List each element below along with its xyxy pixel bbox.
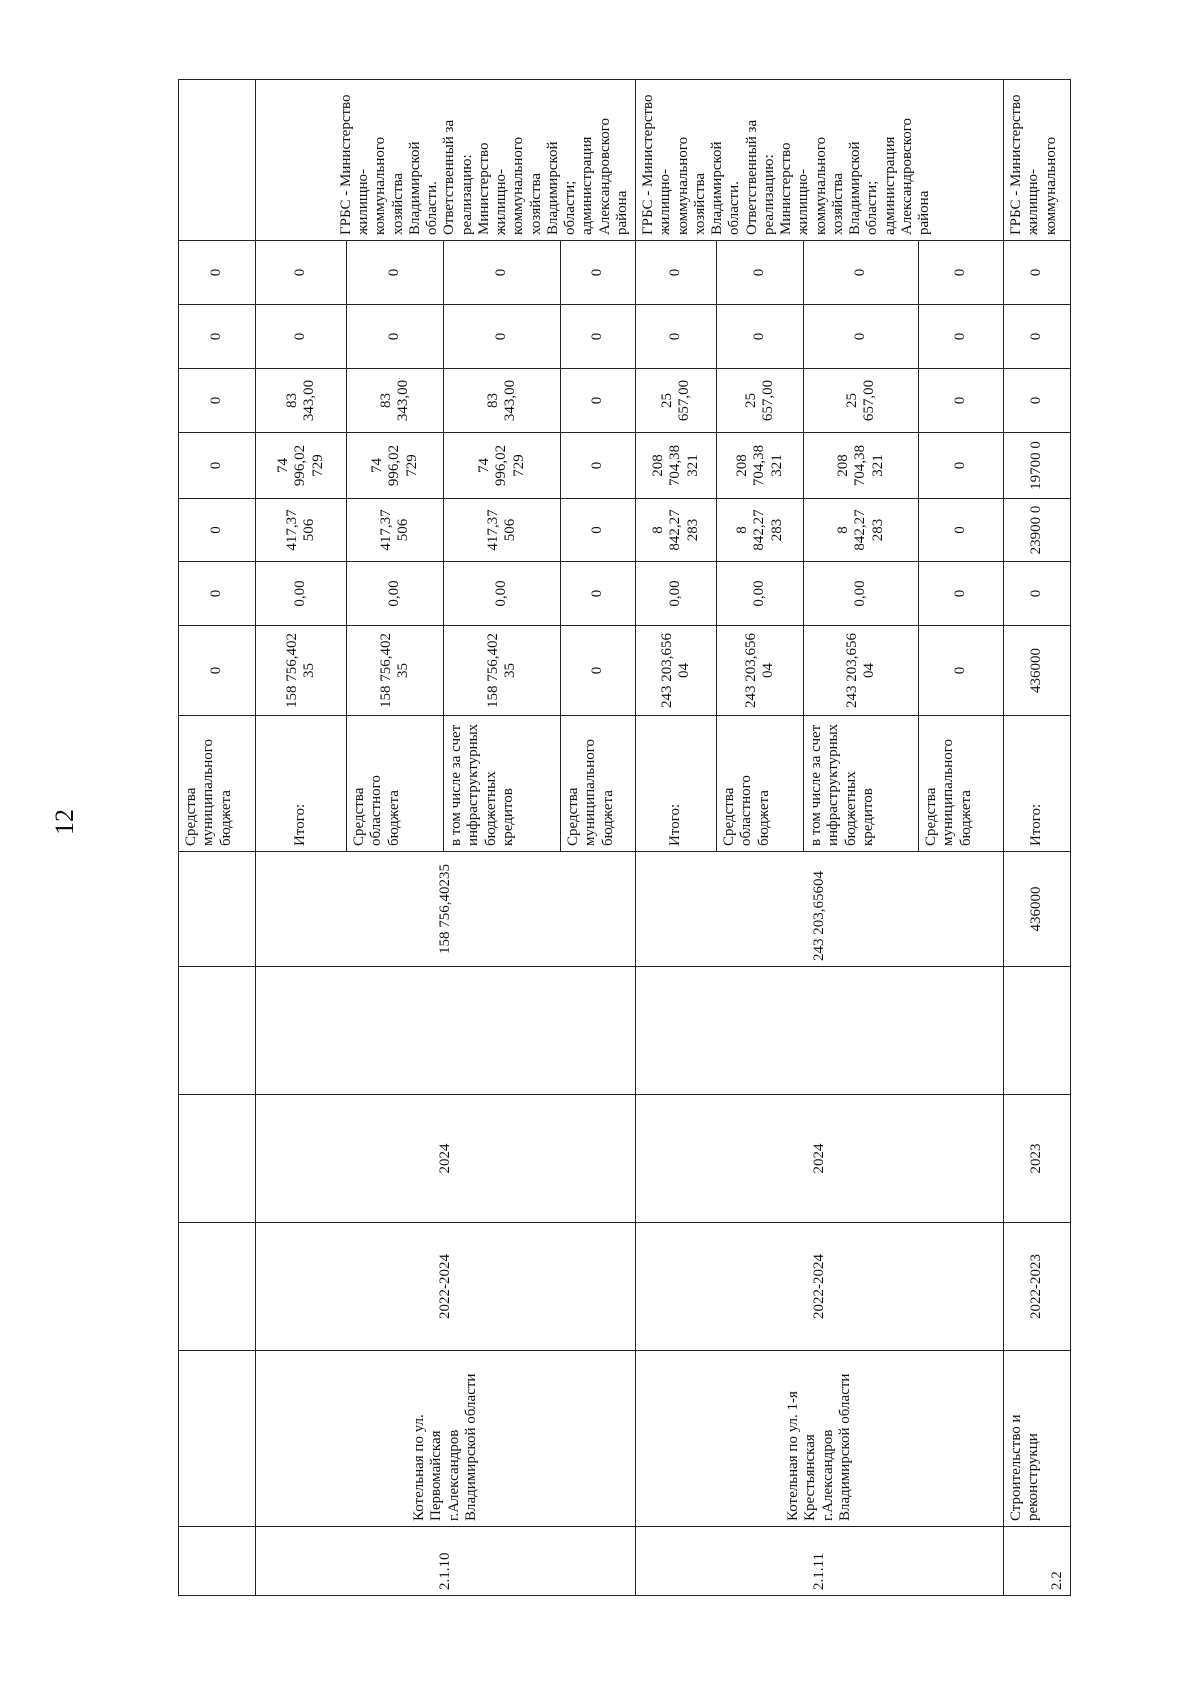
value-cell: 25 657,00: [804, 369, 919, 433]
value-cell: 0: [561, 562, 636, 626]
value-cell: 0: [919, 369, 1004, 433]
page-number: 12: [50, 809, 79, 835]
source-label: Средства областного бюджета: [717, 716, 804, 852]
item-period: 2022-2023: [1004, 1223, 1071, 1351]
value-cell: 0: [919, 305, 1004, 369]
value-cell: 0: [444, 241, 561, 305]
value-cell: 0,00: [444, 562, 561, 626]
value-cell: 0: [179, 626, 256, 716]
value-cell: 0: [561, 626, 636, 716]
source-label: Итого:: [256, 716, 347, 852]
value-cell: 0,00: [804, 562, 919, 626]
item-name: Котельная по ул. 1-я Крестьянская г.Александров Владимирской области: [636, 1351, 1004, 1527]
value-cell: 208 704,38 321: [804, 433, 919, 499]
value-cell: 0: [919, 241, 1004, 305]
value-cell: 0: [561, 499, 636, 562]
value-cell: 0,00: [347, 562, 444, 626]
name-cell: [179, 1351, 256, 1527]
value-cell: 0: [1004, 369, 1071, 433]
value-cell: 0: [179, 241, 256, 305]
value-cell: 0: [1004, 562, 1071, 626]
value-cell: 158 756,402 35: [444, 626, 561, 716]
value-cell: 243 203,656 04: [717, 626, 804, 716]
value-cell: 0: [717, 241, 804, 305]
value-cell: 417,37 506: [444, 499, 561, 562]
item-year: 2024: [256, 1095, 636, 1223]
value-cell: 23900 0: [1004, 499, 1071, 562]
value-cell: 8 842,27 283: [717, 499, 804, 562]
value-cell: 0: [804, 241, 919, 305]
value-cell: 243 203,656 04: [804, 626, 919, 716]
value-cell: 0: [804, 305, 919, 369]
source-label: Итого:: [1004, 716, 1071, 852]
item-total: 243 203,65604: [636, 852, 1004, 967]
value-cell: 243 203,656 04: [636, 626, 717, 716]
value-cell: 0: [444, 305, 561, 369]
grbs-responsible: ГРБС - Министерство жилищно-коммунального хозяйства Владимирской области. Ответственный за реализацию: Министерство жилищно-коммунального хозяйства Владимирской области; администрация Александровского района: [636, 80, 1004, 241]
value-cell: 25 657,00: [717, 369, 804, 433]
year-cell: [179, 1095, 256, 1223]
value-cell: 8 842,27 283: [636, 499, 717, 562]
budget-table: [178, 79, 1071, 1596]
value-cell: 0: [347, 241, 444, 305]
item-code: 2.2: [1004, 1527, 1071, 1596]
source-label: Средства муниципального бюджета: [561, 716, 636, 852]
total-cell: [179, 852, 256, 967]
value-cell: 74 996,02 729: [256, 433, 347, 499]
value-cell: 0: [1004, 305, 1071, 369]
item-period: 2022-2024: [256, 1223, 636, 1351]
value-cell: 0: [919, 433, 1004, 499]
value-cell: 0: [636, 305, 717, 369]
value-cell: 436000: [1004, 626, 1071, 716]
grbs-responsible: ГРБС - Министерство жилищно-коммунального хозяйства Владимирской области. Ответственный за реализацию: Министерство жилищно-коммунального хозяйства Владимирской области; администрация Александровского района: [256, 80, 636, 241]
value-cell: 74 996,02 729: [444, 433, 561, 499]
value-cell: 208 704,38 321: [636, 433, 717, 499]
item-year: 2024: [636, 1095, 1004, 1223]
value-cell: 0: [256, 241, 347, 305]
code-cell: [179, 1527, 256, 1596]
source-label: Итого:: [636, 716, 717, 852]
value-cell: 417,37 506: [256, 499, 347, 562]
value-cell: 0: [561, 241, 636, 305]
rotated-page-content: [178, 86, 1098, 1596]
value-cell: 0: [1004, 241, 1071, 305]
value-cell: 0: [561, 305, 636, 369]
value-cell: 0: [179, 369, 256, 433]
item-empty-cell: [256, 967, 636, 1095]
value-cell: 0: [179, 562, 256, 626]
item-total: 436000: [1004, 852, 1071, 967]
item-total: 158 756,40235: [256, 852, 636, 967]
value-cell: 0: [717, 305, 804, 369]
item-name: Строительство и реконструкци: [1004, 1351, 1071, 1527]
value-cell: 0: [561, 369, 636, 433]
value-cell: 0: [256, 305, 347, 369]
value-cell: 0,00: [256, 562, 347, 626]
value-cell: 25 657,00: [636, 369, 717, 433]
source-label: Средства муниципального бюджета: [919, 716, 1004, 852]
value-cell: 0: [919, 626, 1004, 716]
value-cell: 158 756,402 35: [256, 626, 347, 716]
grbs-responsible: ГРБС - Министерство жилищно-коммунального: [1004, 80, 1071, 241]
value-cell: 0: [179, 433, 256, 499]
value-cell: 83 343,00: [256, 369, 347, 433]
value-cell: 158 756,402 35: [347, 626, 444, 716]
value-cell: 0: [179, 305, 256, 369]
item-period: 2022-2024: [636, 1223, 1004, 1351]
source-label: Средства областного бюджета: [347, 716, 444, 852]
value-cell: 0: [636, 241, 717, 305]
source-label: в том числе за счет инфраструктурных бюджетных кредитов: [804, 716, 919, 852]
value-cell: 74 996,02 729: [347, 433, 444, 499]
item-year: 2023: [1004, 1095, 1071, 1223]
item-code: 2.1.11: [636, 1527, 1004, 1596]
value-cell: 8 842,27 283: [804, 499, 919, 562]
value-cell: 0: [919, 499, 1004, 562]
period-cell: [179, 1223, 256, 1351]
table-row: [179, 80, 256, 1596]
source-label: в том числе за счет инфраструктурных бюджетных кредитов: [444, 716, 561, 852]
empty-cell: [179, 967, 256, 1095]
value-cell: 417,37 506: [347, 499, 444, 562]
grbs-cell: [179, 80, 256, 241]
value-cell: 19700 0: [1004, 433, 1071, 499]
value-cell: 83 343,00: [347, 369, 444, 433]
table-row: [1004, 80, 1071, 1596]
value-cell: 83 343,00: [444, 369, 561, 433]
value-cell: 0: [919, 562, 1004, 626]
value-cell: 0,00: [717, 562, 804, 626]
table-row: [636, 80, 717, 1596]
item-name: Котельная по ул. Первомайская г.Александров Владимирской области: [256, 1351, 636, 1527]
source-label: Средства муниципального бюджета: [179, 716, 256, 852]
value-cell: 0: [347, 305, 444, 369]
item-code: 2.1.10: [256, 1527, 636, 1596]
item-empty-cell: [636, 967, 1004, 1095]
item-empty-cell: [1004, 967, 1071, 1095]
value-cell: 0,00: [636, 562, 717, 626]
table-row: [256, 80, 347, 1596]
value-cell: 208 704,38 321: [717, 433, 804, 499]
value-cell: 0: [179, 499, 256, 562]
value-cell: 0: [561, 433, 636, 499]
